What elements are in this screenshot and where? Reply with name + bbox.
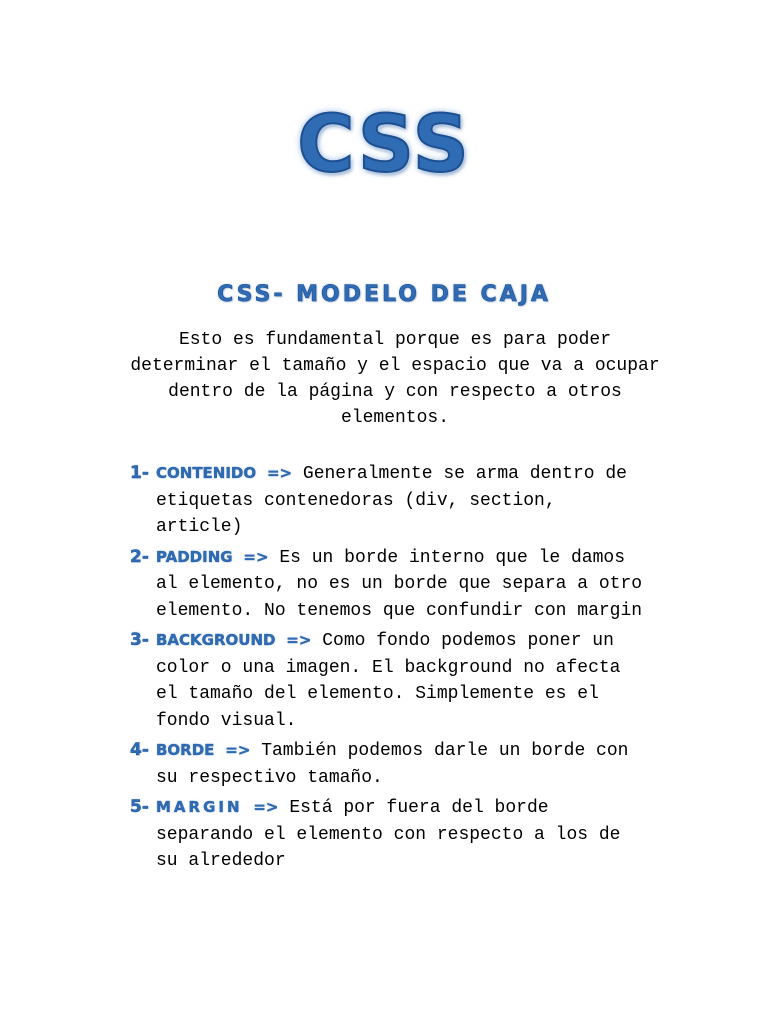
- item-number: 4-: [130, 740, 149, 760]
- arrow-icon: =>: [266, 464, 293, 482]
- intro-paragraph: Esto es fundamental porque es para poder determinar el tamaño y el espacio que va a ocupar dentro de la página y con respecto a otros elementos.: [130, 330, 660, 428]
- arrow-icon: =>: [225, 741, 251, 759]
- list-item-padding: [130, 544, 650, 625]
- item-number: 2-: [130, 546, 149, 567]
- item-description: También podemos darle un borde con su respectivo tamaño.: [156, 741, 629, 788]
- item-term: CONTENIDO: [156, 464, 257, 482]
- item-description: Generalmente se arma dentro de etiquetas contenedoras (div, section, article): [156, 464, 627, 537]
- item-term: BORDE: [156, 741, 215, 759]
- section-heading: CSS- MODELO DE CAJA: [217, 282, 551, 307]
- item-number: 3-: [130, 630, 149, 650]
- item-term: MARGIN: [156, 798, 243, 816]
- arrow-icon: =>: [286, 631, 312, 649]
- item-description: Está por fuera del borde separando el elemento con respecto a los de su alrededor: [156, 798, 621, 871]
- list-item-borde: [130, 737, 650, 791]
- item-description: Es un borde interno que le damos al elemento, no es un borde que separa a otro elemento. No tenemos que confundir con margin: [156, 547, 643, 621]
- list-item-background: [130, 627, 650, 734]
- list-item-margin: [130, 794, 650, 875]
- item-term: PADDING: [156, 547, 233, 566]
- item-term: BACKGROUND: [156, 631, 276, 649]
- box-model-list: [130, 460, 650, 878]
- item-number: 1-: [130, 463, 149, 483]
- arrow-icon: =>: [243, 547, 269, 566]
- item-number: 5-: [130, 797, 149, 817]
- list-item-contenido: [130, 460, 650, 541]
- page-title: CSS: [297, 100, 471, 190]
- arrow-icon: =>: [253, 798, 279, 816]
- item-description: Como fondo podemos poner un color o una imagen. El background no afecta el tamaño del elemento. Simplemente es el fondo visual.: [156, 631, 621, 731]
